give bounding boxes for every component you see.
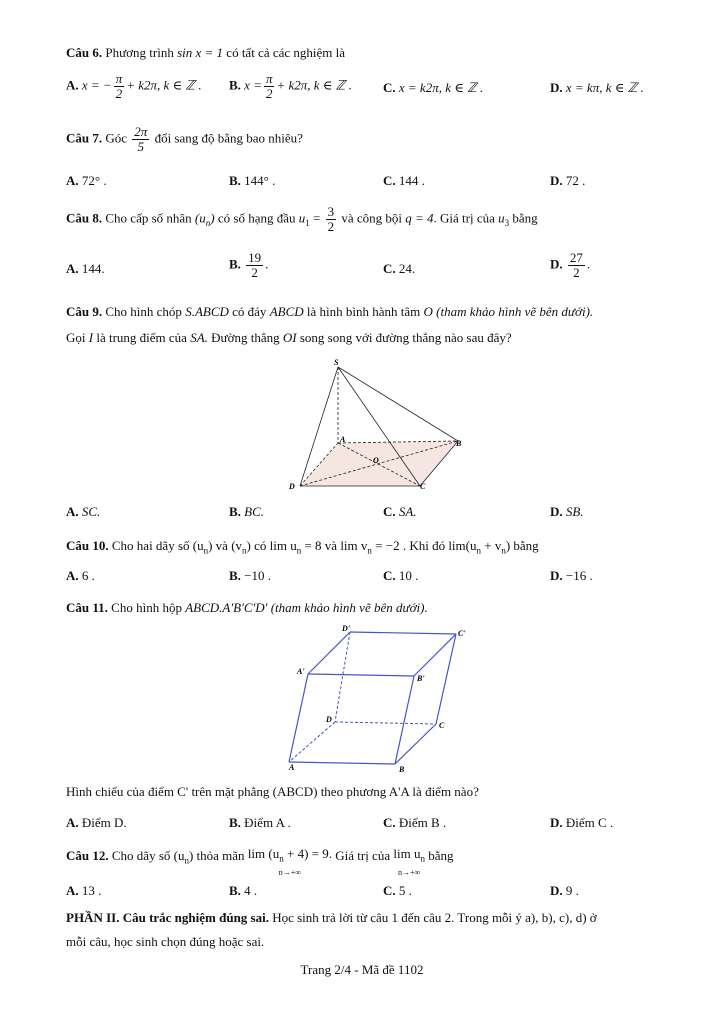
fraction xyxy=(114,72,125,101)
option-pre: x = xyxy=(244,77,262,93)
edge-bc xyxy=(395,724,436,764)
fraction-denominator: 2 xyxy=(573,265,580,280)
fraction-numerator: 3 xyxy=(327,204,335,219)
q9-pyramid: S.ABCD xyxy=(185,304,229,319)
q9-option-a[interactable] xyxy=(66,504,100,520)
q9-text-h: song song với đường thẳng nào sau đây? xyxy=(299,330,512,345)
fraction-numerator: π xyxy=(265,71,273,86)
q11-question: Hình chiếu của điểm C' trên mặt phẳng (ABCD) theo phương A'A là điểm nào? xyxy=(66,784,479,799)
option-letter: B. xyxy=(229,815,241,830)
q11-label: Câu 11. xyxy=(66,600,108,615)
option-text: 9 . xyxy=(565,883,579,898)
q6-option-b[interactable] xyxy=(229,72,352,101)
option-text: SC. xyxy=(81,504,101,519)
option-letter: B. xyxy=(229,256,241,272)
edge-a1a xyxy=(289,674,308,762)
q8-option-b[interactable] xyxy=(229,251,268,280)
q12-option-a[interactable] xyxy=(66,883,101,899)
edge-a1b1 xyxy=(308,674,414,676)
fraction-denominator: 5 xyxy=(137,139,145,154)
q11-option-a[interactable] xyxy=(66,815,127,831)
option-text: SA. xyxy=(398,504,417,519)
q12-end: bằng xyxy=(428,848,454,863)
label-a1: A' xyxy=(297,667,305,676)
option-letter: D. xyxy=(550,883,563,898)
part-2-label: PHẦN II. Câu trắc nghiệm đúng sai. xyxy=(66,910,269,925)
fraction xyxy=(264,72,275,101)
edge-ab xyxy=(289,762,395,764)
option-letter: C. xyxy=(383,80,396,95)
q10-text2: ) và (v xyxy=(208,538,243,553)
q11-option-c[interactable] xyxy=(383,815,446,831)
q9-oi: OI xyxy=(282,330,297,345)
fraction xyxy=(246,251,263,280)
u1: u xyxy=(298,210,306,226)
pyramid-figure xyxy=(280,355,470,495)
option-text: 5 . xyxy=(398,883,412,898)
option-letter: D. xyxy=(550,173,563,188)
option-post: + k2π, k ∈ ℤ . xyxy=(126,77,202,93)
option-text: BC. xyxy=(244,504,265,519)
q10-sub: n xyxy=(242,545,247,556)
q8-label: Câu 8. xyxy=(66,210,103,226)
q9-text-d: (tham khảo hình vẽ bên dưới). xyxy=(436,304,594,319)
q9-label: Câu 9. xyxy=(66,304,103,319)
q8-mid: có số hạng đầu xyxy=(217,210,296,226)
option-post: + k2π, k ∈ ℤ . xyxy=(276,77,352,93)
q9-point-i: I xyxy=(88,330,94,345)
fraction-numerator: π xyxy=(115,71,123,86)
q12-sub: n xyxy=(420,853,425,864)
option-letter: A. xyxy=(66,77,79,93)
option-text: 10 . xyxy=(398,568,419,583)
q10-option-a[interactable] xyxy=(66,568,95,584)
q10-label: Câu 10. xyxy=(66,538,109,553)
q10-text6: + v xyxy=(480,538,502,553)
question-9-line-1 xyxy=(66,304,593,320)
label-a: A xyxy=(340,435,346,444)
q7-tail: đổi sang độ bằng bao nhiêu? xyxy=(154,130,303,146)
q12-option-b[interactable] xyxy=(229,883,257,899)
label-d: D xyxy=(289,482,295,491)
q6-option-d[interactable] xyxy=(550,80,644,96)
label-a: A xyxy=(289,763,295,772)
edge-dc xyxy=(335,722,436,724)
option-letter: D. xyxy=(550,504,563,519)
q7-label: Câu 7. xyxy=(66,130,103,146)
lim-sub: n→+∞ xyxy=(278,867,301,877)
q9-option-c[interactable] xyxy=(383,504,417,520)
q10-sub: n xyxy=(501,545,506,556)
q7-option-c[interactable] xyxy=(383,173,425,189)
option-text: Điểm B . xyxy=(398,815,447,830)
q8-mid2: và công bội xyxy=(341,210,402,226)
q12-text: Cho dãy số (u xyxy=(111,848,185,863)
q8-tail: . Giá trị của xyxy=(433,210,495,226)
edge-c1c xyxy=(436,634,456,724)
option-letter: D. xyxy=(550,256,563,272)
q12-lim2 xyxy=(393,848,425,879)
option-letter: C. xyxy=(383,173,396,188)
label-d1: D' xyxy=(342,624,350,633)
q6-option-c[interactable] xyxy=(383,80,483,96)
option-text: Điểm D. xyxy=(81,815,127,830)
label-c1: C' xyxy=(458,629,466,638)
q9-base: ABCD xyxy=(269,304,304,319)
option-letter: D. xyxy=(550,80,563,95)
q7-text: Góc xyxy=(105,130,128,146)
option-text: 144 . xyxy=(398,173,425,188)
lim-sub: n→+∞ xyxy=(398,867,421,877)
u3: u xyxy=(498,210,505,226)
q9-text-g: Đường thẳng xyxy=(211,330,280,345)
fraction xyxy=(132,125,149,154)
q9-option-d[interactable] xyxy=(550,504,584,520)
q12-lim1 xyxy=(248,848,332,879)
q12-option-c[interactable] xyxy=(383,883,412,899)
q10-option-b[interactable] xyxy=(229,568,271,584)
option-text: 144. xyxy=(81,261,105,276)
option-letter: C. xyxy=(383,883,396,898)
fraction-numerator: 19 xyxy=(248,250,262,265)
q10-sub: n xyxy=(367,545,372,556)
q8-option-c[interactable] xyxy=(383,261,415,277)
q8-option-a[interactable] xyxy=(66,261,105,277)
option-text: −10 . xyxy=(244,568,272,583)
label-d: D xyxy=(326,715,332,724)
label-o: O xyxy=(373,456,379,465)
option-letter: C. xyxy=(383,504,396,519)
q12-sub: n xyxy=(184,855,189,866)
q6-label: Câu 6. xyxy=(66,45,103,60)
option-text: 6 . xyxy=(81,568,95,583)
q6-option-a[interactable] xyxy=(66,72,202,101)
q9-text-b: có đáy xyxy=(232,304,267,319)
option-text: −16 . xyxy=(565,568,593,583)
option-letter: C. xyxy=(383,815,396,830)
q10-option-d[interactable] xyxy=(550,568,593,584)
label-s: S xyxy=(334,358,339,367)
option-text: Điểm A . xyxy=(244,815,291,830)
label-b: B xyxy=(456,439,462,448)
q11-option-b[interactable] xyxy=(229,815,291,831)
question-10 xyxy=(66,538,539,556)
option-letter: D. xyxy=(550,815,563,830)
option-letter: B. xyxy=(229,568,241,583)
q9-option-b[interactable] xyxy=(229,504,264,520)
option-letter: A. xyxy=(66,504,79,519)
label-b: B xyxy=(399,765,405,774)
option-letter: B. xyxy=(229,883,241,898)
q11-box: ABCD.A'B'C'D' xyxy=(185,600,268,615)
fraction-numerator: 2π xyxy=(134,124,148,139)
q10-sub: n xyxy=(203,545,209,556)
edge-b1b xyxy=(395,676,414,764)
q9-text-c: là hình bình hành tâm xyxy=(306,304,421,319)
q8-text: Cho cấp số nhân xyxy=(105,210,192,226)
q8-option-d[interactable] xyxy=(550,251,590,280)
part-2-text: Học sinh trả lời từ câu 1 đến câu 2. Trong mỗi ý a), b), c), d) ở xyxy=(272,910,597,925)
option-pre: x = − xyxy=(81,77,112,93)
seq-close: ) xyxy=(210,210,215,226)
lim-expr: lim (u xyxy=(247,846,280,861)
q10-text3: ) có lim u xyxy=(246,538,297,553)
option-letter: A. xyxy=(66,173,79,188)
q12-text3: Giá trị của xyxy=(335,848,391,863)
option-text: 72° . xyxy=(81,173,107,188)
edge-d1c1 xyxy=(350,632,456,634)
q12-label: Câu 12. xyxy=(66,848,109,863)
option-letter: B. xyxy=(229,77,241,93)
fraction xyxy=(568,251,585,280)
q10-sub: n xyxy=(296,545,302,556)
q12-text2: ) thỏa mãn xyxy=(188,848,245,863)
option-letter: C. xyxy=(383,261,396,276)
question-7 xyxy=(66,125,303,154)
q12-option-d[interactable] xyxy=(550,883,579,899)
option-text: 24. xyxy=(398,261,416,276)
question-11 xyxy=(66,600,428,616)
box-figure xyxy=(290,622,480,772)
q8-end: bằng xyxy=(512,210,538,226)
option-letter: B. xyxy=(229,504,241,519)
option-text: 4 . xyxy=(244,883,258,898)
option-letter: C. xyxy=(383,568,396,583)
q6-math: sin x = 1 xyxy=(177,45,224,60)
part-2-line-2: mỗi câu, học sinh chọn đúng hoặc sai. xyxy=(66,934,265,949)
option-text: Điểm C . xyxy=(565,815,614,830)
q9-text: Cho hình chóp xyxy=(105,304,182,319)
question-12 xyxy=(66,848,453,879)
option-letter: A. xyxy=(66,883,79,898)
fraction-denominator: 2 xyxy=(251,265,258,280)
fraction-denominator: 2 xyxy=(327,219,335,234)
q6-text: Phương trình xyxy=(105,45,174,60)
q11-tail: (tham khảo hình vẽ bên dưới). xyxy=(270,600,428,615)
seq-sub: n xyxy=(205,218,211,229)
label-c: C xyxy=(420,482,426,491)
q6-tail: có tất cả các nghiệm là xyxy=(226,45,346,60)
option-post: . xyxy=(265,256,269,272)
option-text: 13 . xyxy=(81,883,102,898)
question-6 xyxy=(66,45,345,61)
option-text: SB. xyxy=(565,504,584,519)
q7-option-a[interactable] xyxy=(66,173,107,189)
q10-text4: = 8 và lim v xyxy=(301,538,368,553)
fraction-denominator: 2 xyxy=(265,86,273,101)
edge-b1c1 xyxy=(414,634,456,676)
q10-option-c[interactable] xyxy=(383,568,418,584)
option-text: 72 . xyxy=(565,173,586,188)
equals: = xyxy=(312,210,321,226)
option-text: x = k2π, k ∈ ℤ . xyxy=(398,80,484,95)
lim-expr-b: + 4) = 9. xyxy=(283,846,332,861)
fraction-numerator: 27 xyxy=(569,250,583,265)
q10-text5: = −2 . Khi đó lim(u xyxy=(371,538,477,553)
lim-expr: lim u xyxy=(393,846,421,861)
q11-text: Cho hình hộp xyxy=(111,600,182,615)
q11-option-d[interactable] xyxy=(550,815,613,831)
fraction xyxy=(326,205,337,234)
fraction-denominator: 2 xyxy=(115,86,123,101)
edge-sb xyxy=(338,367,458,441)
q9-sa: SA. xyxy=(190,330,208,345)
q12-sub: n xyxy=(279,853,284,864)
q10-text: Cho hai dãy số (u xyxy=(111,538,204,553)
option-text: x = kπ, k ∈ ℤ . xyxy=(565,80,644,95)
u1-sub: 1 xyxy=(305,218,310,229)
q9-text-f: là trung điểm của xyxy=(96,330,187,345)
q9-center: O xyxy=(423,304,433,319)
option-letter: D. xyxy=(550,568,563,583)
option-letter: B. xyxy=(229,173,241,188)
option-letter: A. xyxy=(66,261,79,276)
part-2-line-1 xyxy=(66,910,597,926)
label-b1: B' xyxy=(417,674,425,683)
option-post: . xyxy=(586,256,591,272)
q10-text7: ) bằng xyxy=(505,538,539,553)
q7-option-b[interactable] xyxy=(229,173,275,189)
seq-open: (u xyxy=(194,210,206,226)
question-9-line-2 xyxy=(66,330,512,346)
question-8 xyxy=(66,205,538,234)
option-letter: A. xyxy=(66,815,79,830)
q10-sub: n xyxy=(476,545,481,556)
label-c: C xyxy=(439,721,445,730)
ratio: q = 4 xyxy=(405,210,434,226)
page-footer: Trang 2/4 - Mã đề 1102 xyxy=(300,962,424,977)
option-text: 144° . xyxy=(244,173,276,188)
q9-text-e: Gọi xyxy=(66,330,86,345)
q7-option-d[interactable] xyxy=(550,173,585,189)
u3-sub: 3 xyxy=(504,218,510,229)
option-letter: A. xyxy=(66,568,79,583)
